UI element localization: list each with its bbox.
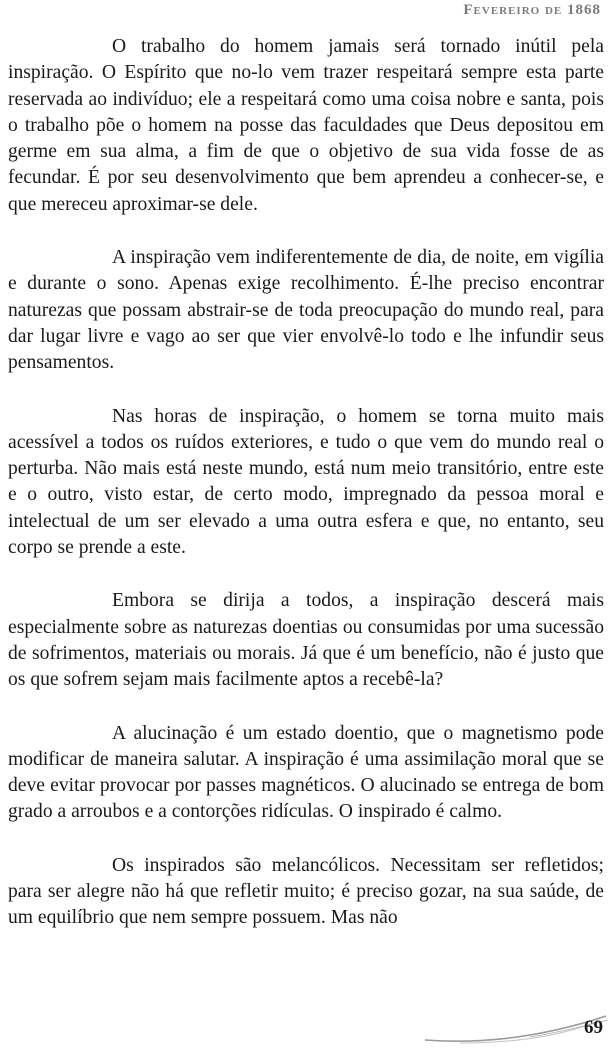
folio-swoosh-ornament — [420, 1010, 610, 1046]
paragraph: O trabalho do homem jamais será tornado inútil pela inspiração. O Espírito que no-lo vem trazer respeitará sempre esta parte reservada ao indivíduo; ele a respeitará como uma coisa nobre e santa, pois o trabalho põe o homem na posse das faculdades que Deus depositou em germe em sua alma, a fim de que o objetivo de sua vida fosse de as fecundar. É por seu desenvolvimento que bem aprendeu a conhecer-se, e que mereceu aproximar-se dele. — [8, 36, 604, 215]
running-header: Fevereiro de 1868 — [463, 2, 601, 18]
paragraph: Os inspirados são melancólicos. Necessitam ser refletidos; para ser alegre não há que refletir muito; é preciso gozar, na sua saúde, de um equilíbrio que nem sempre possuem. Mas não — [8, 854, 604, 929]
paragraph: Nas horas de inspiração, o homem se torna muito mais acessível a todos os ruídos exteriores, e tudo o que vem do mundo real o perturba. Não mais está neste mundo, está num meio transitório, entre este e o outro, visto estar, de certo modo, impregnado da pessoa moral e intelectual de um ser elevado a uma outra esfera e que, no entanto, seu corpo se prende a este. — [8, 405, 604, 559]
paragraph: A inspiração vem indiferentemente de dia, de noite, em vigília e durante o sono. Apenas exige recolhimento. É-lhe preciso encontrar naturezas que possam abstrair-se de toda preocupação do mundo real, para dar lugar livre e vago ao ser que vier envolvê-lo todo e lhe infundir seus pensamentos. — [8, 247, 604, 374]
paragraph: A alucinação é um estado doentio, que o magnetismo pode modificar de maneira salutar. A inspiração é uma assimilação moral que se deve evitar provocar por passes magnéticos. O alucinado se entrega de bom grado a arroubos e a contorções ridículas. O inspirado é calmo. — [8, 722, 604, 823]
page-body — [8, 34, 604, 959]
page-number: 69 — [584, 1017, 603, 1038]
paragraph: Embora se dirija a todos, a inspiração descerá mais especialmente sobre as naturezas doentias ou consumidas por uma sucessão de sofrimentos, materiais ou morais. Já que é um benefício, não é justo que os que sofrem sejam mais facilmente aptos a recebê-la? — [8, 590, 604, 691]
